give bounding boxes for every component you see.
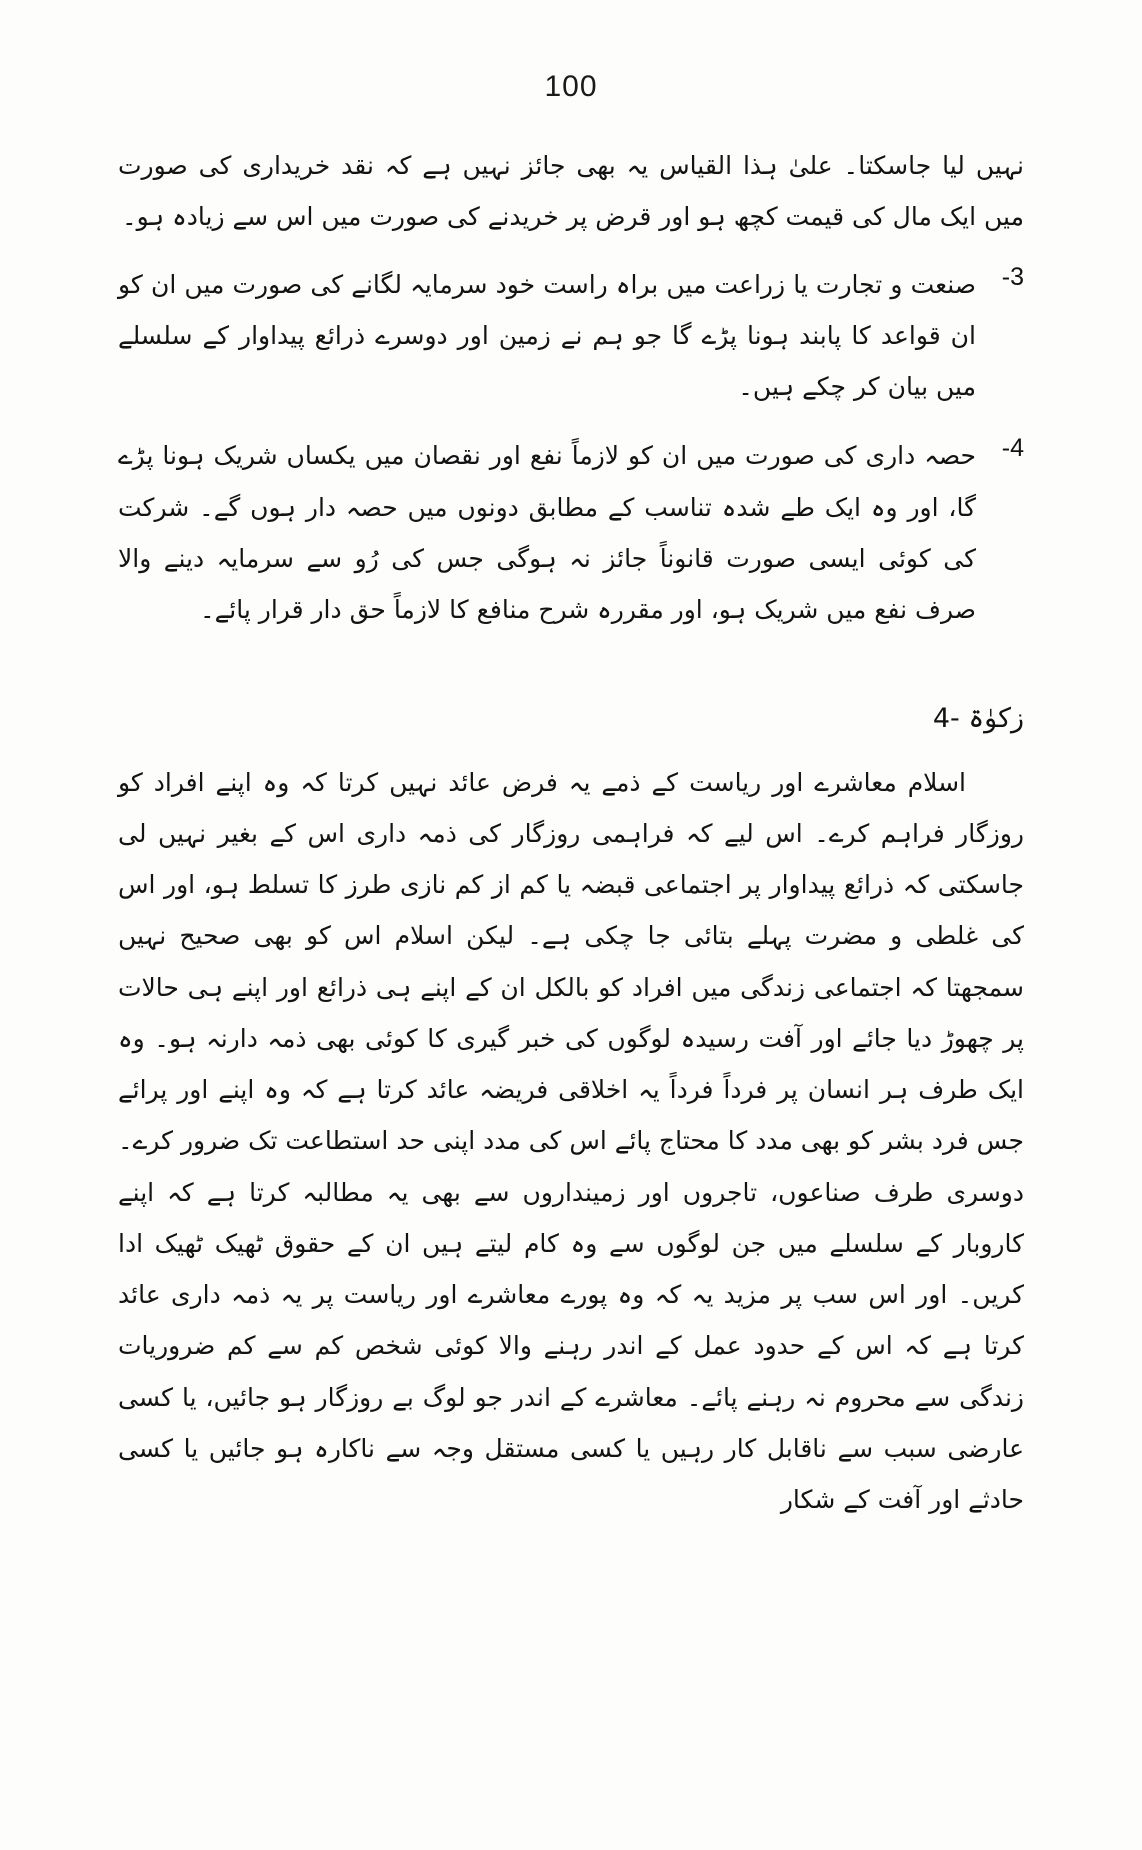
numbered-item-4-text: حصہ داری کی صورت میں ان کو لازماً نفع اور نقصان میں یکساں شریک ہونا پڑے گا، اور وہ ایک طے شدہ تناسب کے مطابق دونوں میں حصہ دار ہوں گے۔ شرکت کی کوئی ایسی صورت قانوناً جائز نہ ہوگی جس کی رُو سے سرمایہ دینے والا صرف نفع میں شریک ہو، اور مقررہ شرح منافع کا لازماً حق دار قرار پائے۔ [118,441,976,624]
numbered-item-4-marker: -4 [1001,434,1024,463]
numbered-item-3-text: صنعت و تجارت یا زراعت میں براہ راست خود سرمایہ لگانے کی صورت میں ان کو ان قواعد کا پابند ہونا پڑے گا جو ہم نے زمین اور دوسرے ذرائع پیداوار کے سلسلے میں بیان کر چکے ہیں۔ [118,269,976,401]
page-number: 100 [544,70,598,103]
intro-paragraph: نہیں لیا جاسکتا۔ علیٰ ہذا القیاس یہ بھی جائز نہیں ہے کہ نقد خریداری کی صورت میں ایک مال کی قیمت کچھ ہو اور قرض پر خریدنے کی صورت میں اس سے زیادہ ہو۔ [118,151,1024,232]
spacer [118,249,1024,259]
numbered-item-3 [118,259,1024,413]
numbered-item-4 [118,430,1024,635]
section-paragraph-zakat: اسلام معاشرے اور ریاست کے ذمے یہ فرض عائد نہیں کرتا کہ وہ اپنے افراد کو روزگار فراہم کرے۔ اس لیے کہ فراہمی روزگار کی ذمہ داری اس کے بغیر نہیں لی جاسکتی کہ ذرائع پیداوار پر اجتماعی قبضہ یا کم از کم نازی طرز کا تسلط ہو، اور اس کی غلطی و مضرت پہلے بتائی جا چکی ہے۔ لیکن اسلام اس کو بھی صحیح نہیں سمجھتا کہ اجتماعی زندگی میں افراد کو بالکل ان کے اپنے ہی ذرائع اور اپنے ہی حالات پر چھوڑ دیا جائے اور آفت رسیدہ لوگوں کی خبر گیری کا کوئی بھی ذمہ دارنہ ہو۔ وہ ایک طرف ہر انسان پر فرداً فرداً یہ اخلاقی فریضہ عائد کرتا ہے کہ وہ اپنے اور پرائے جس فرد بشر کو بھی مدد کا محتاج پائے اس کی مدد اپنی حد استطاعت تک ضرور کرے۔ دوسری طرف صناعوں، تاجروں اور زمینداروں سے بھی یہ مطالبہ کرتا ہے کہ اپنے کاروبار کے سلسلے میں جن لوگوں سے وہ کام لیتے ہیں ان کے حقوق ٹھیک ٹھیک ادا کریں۔ اور اس سب پر مزید یہ کہ وہ پورے معاشرے اور ریاست پر یہ ذمہ داری عائد کرتا ہے کہ اس کے حدود عمل کے اندر رہنے والا کوئی شخص کم سے کم ضروریات زندگی سے محروم نہ رہنے پائے۔ معاشرے کے اندر جو لوگ بے روزگار ہو جائیں، یا کسی عارضی سبب سے ناقابل کار رہیں یا کسی مستقل وجہ سے ناکارہ ہو جائیں یا کسی حادثے اور آفت کے شکار [118,767,1024,1515]
numbered-item-3-marker: -3 [1001,262,1024,291]
section-heading-zakat: زکوٰۃ -4 [932,703,1024,735]
page-content [118,140,1024,1531]
spacer [118,420,1024,430]
spacer [118,643,1024,665]
